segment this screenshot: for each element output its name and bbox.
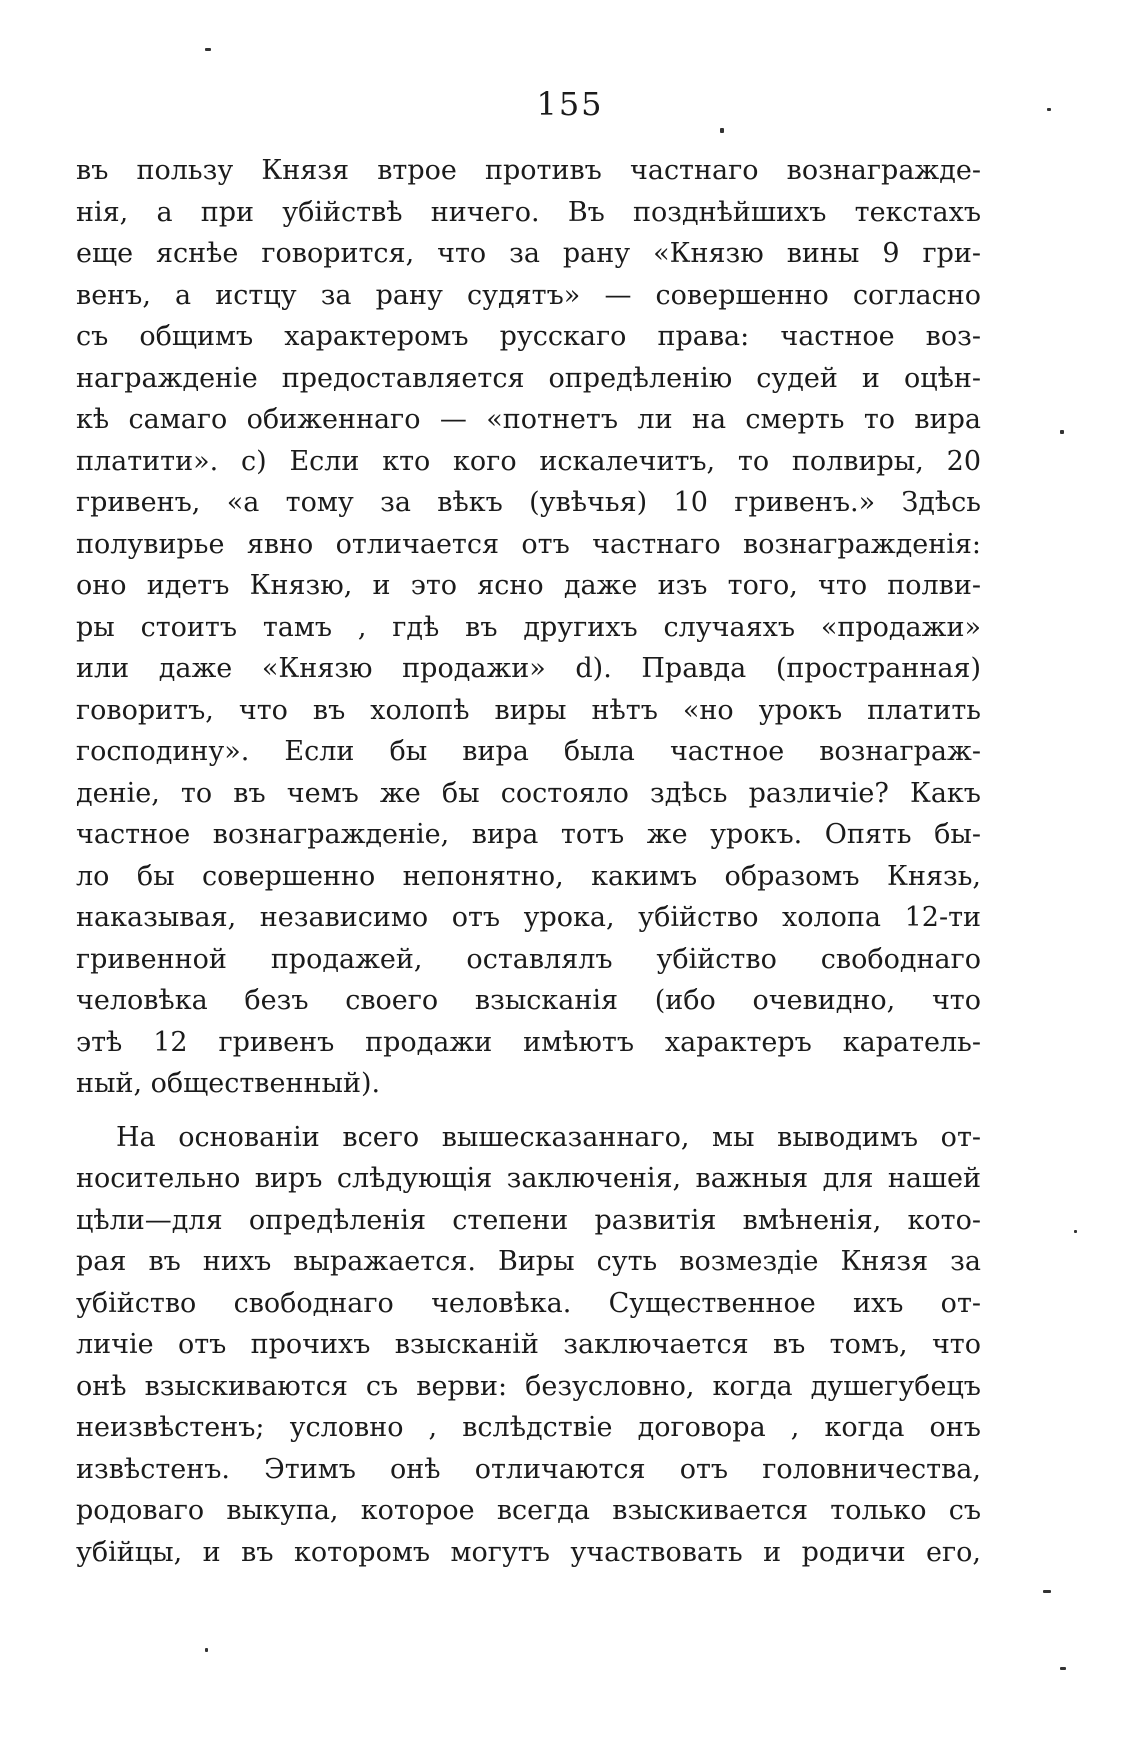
text-line: ло бы совершенно непонятно, какимъ образомъ Князь, xyxy=(76,860,981,892)
text-line: говоритъ, что въ холопѣ виры нѣтъ «но урокъ платить xyxy=(76,694,981,726)
text-line: онѣ взыскиваются съ верви: безусловно, когда душегубецъ xyxy=(76,1370,981,1402)
text-line: родоваго выкупа, которое всегда взыскивается только съ xyxy=(76,1495,981,1526)
text-line: или даже «Князю продажи» d). Правда (пространная) xyxy=(76,653,981,684)
text-line: платити». c) Если кто кого искалечитъ, то полвиры, 20 xyxy=(76,445,981,477)
text-line: убійство свободнаго человѣка. Существенное ихъ от- xyxy=(76,1287,981,1319)
text-line: ный, общественный). xyxy=(76,1068,381,1099)
text-line: извѣстенъ. Этимъ онѣ отличаются отъ головничества, xyxy=(76,1453,981,1485)
text-line: рая въ нихъ выражается. Виры суть возмездіе Князя за xyxy=(76,1246,981,1277)
text-line: неизвѣстенъ; условно , вслѣдствіе договора , когда онъ xyxy=(76,1412,981,1443)
text-line: частное вознагражденіе, вира тотъ же урокъ. Опять бы- xyxy=(76,819,981,850)
scan-speck xyxy=(1047,108,1051,111)
text-line: цѣли—для опредѣленія степени развитія вмѣненія, кото- xyxy=(76,1204,981,1236)
paragraph xyxy=(76,150,981,1105)
paragraph xyxy=(76,1117,981,1574)
text-line: человѣка безъ своего взысканія (ибо очевидно, что xyxy=(76,985,981,1016)
text-line: господину». Если бы вира была частное вознаграж- xyxy=(76,736,981,767)
scan-speck xyxy=(205,1648,208,1652)
text-line: нія, а при убійствѣ ничего. Въ позднѣйшихъ текстахъ xyxy=(76,196,981,228)
scan-speck xyxy=(205,48,211,51)
text-line: оно идетъ Князю, и это ясно даже изъ того, что полви- xyxy=(76,570,981,601)
scan-speck xyxy=(1043,1590,1051,1593)
text-line: На основаніи всего вышесказаннаго, мы выводимъ от- xyxy=(116,1121,981,1153)
scan-speck xyxy=(720,128,724,133)
text-line: этѣ 12 гривенъ продажи имѣютъ характеръ каратель- xyxy=(76,1026,981,1058)
page-number: 155 xyxy=(536,85,604,123)
text-line: еще яснѣе говорится, что за рану «Князю вины 9 гри- xyxy=(76,238,981,269)
text-line: гривенъ, «а тому за вѣкъ (увѣчья) 10 гривенъ.» Здѣсь xyxy=(76,487,981,518)
text-line: кѣ самаго обиженнаго — «потнетъ ли на смерть то вира xyxy=(76,404,981,435)
scan-speck xyxy=(1060,1667,1066,1670)
text-line: награжденіе предоставляется опредѣленію судей и оцѣн- xyxy=(76,362,981,394)
body-text xyxy=(76,150,981,1573)
paragraph-gap xyxy=(76,1105,981,1117)
text-line: ры стоитъ тамъ , гдѣ въ другихъ случаяхъ «продажи» xyxy=(76,611,981,643)
text-line: гривенной продажей, оставлялъ убійство свободнаго xyxy=(76,943,981,975)
text-line: полувирье явно отличается отъ частнаго вознагражденія: xyxy=(76,528,981,560)
text-line: личіе отъ прочихъ взысканій заключается въ томъ, что xyxy=(76,1329,981,1360)
scan-speck xyxy=(1060,430,1064,434)
text-line: въ пользу Князя втрое противъ частнаго вознагражде- xyxy=(76,155,981,186)
text-line: убійцы, и въ которомъ могутъ участвовать и родичи его, xyxy=(76,1536,981,1568)
text-line: деніе, то въ чемъ же бы состояло здѣсь различіе? Какъ xyxy=(76,777,981,809)
text-line: съ общимъ характеромъ русскаго права: частное воз- xyxy=(76,321,981,352)
text-line: венъ, а истцу за рану судятъ» — совершенно согласно xyxy=(76,279,981,311)
text-line: наказывая, независимо отъ урока, убійство холопа 12-ти xyxy=(76,902,981,933)
scan-speck xyxy=(1074,1230,1077,1233)
text-line: носительно виръ слѣдующія заключенія, важныя для нашей xyxy=(76,1163,981,1194)
